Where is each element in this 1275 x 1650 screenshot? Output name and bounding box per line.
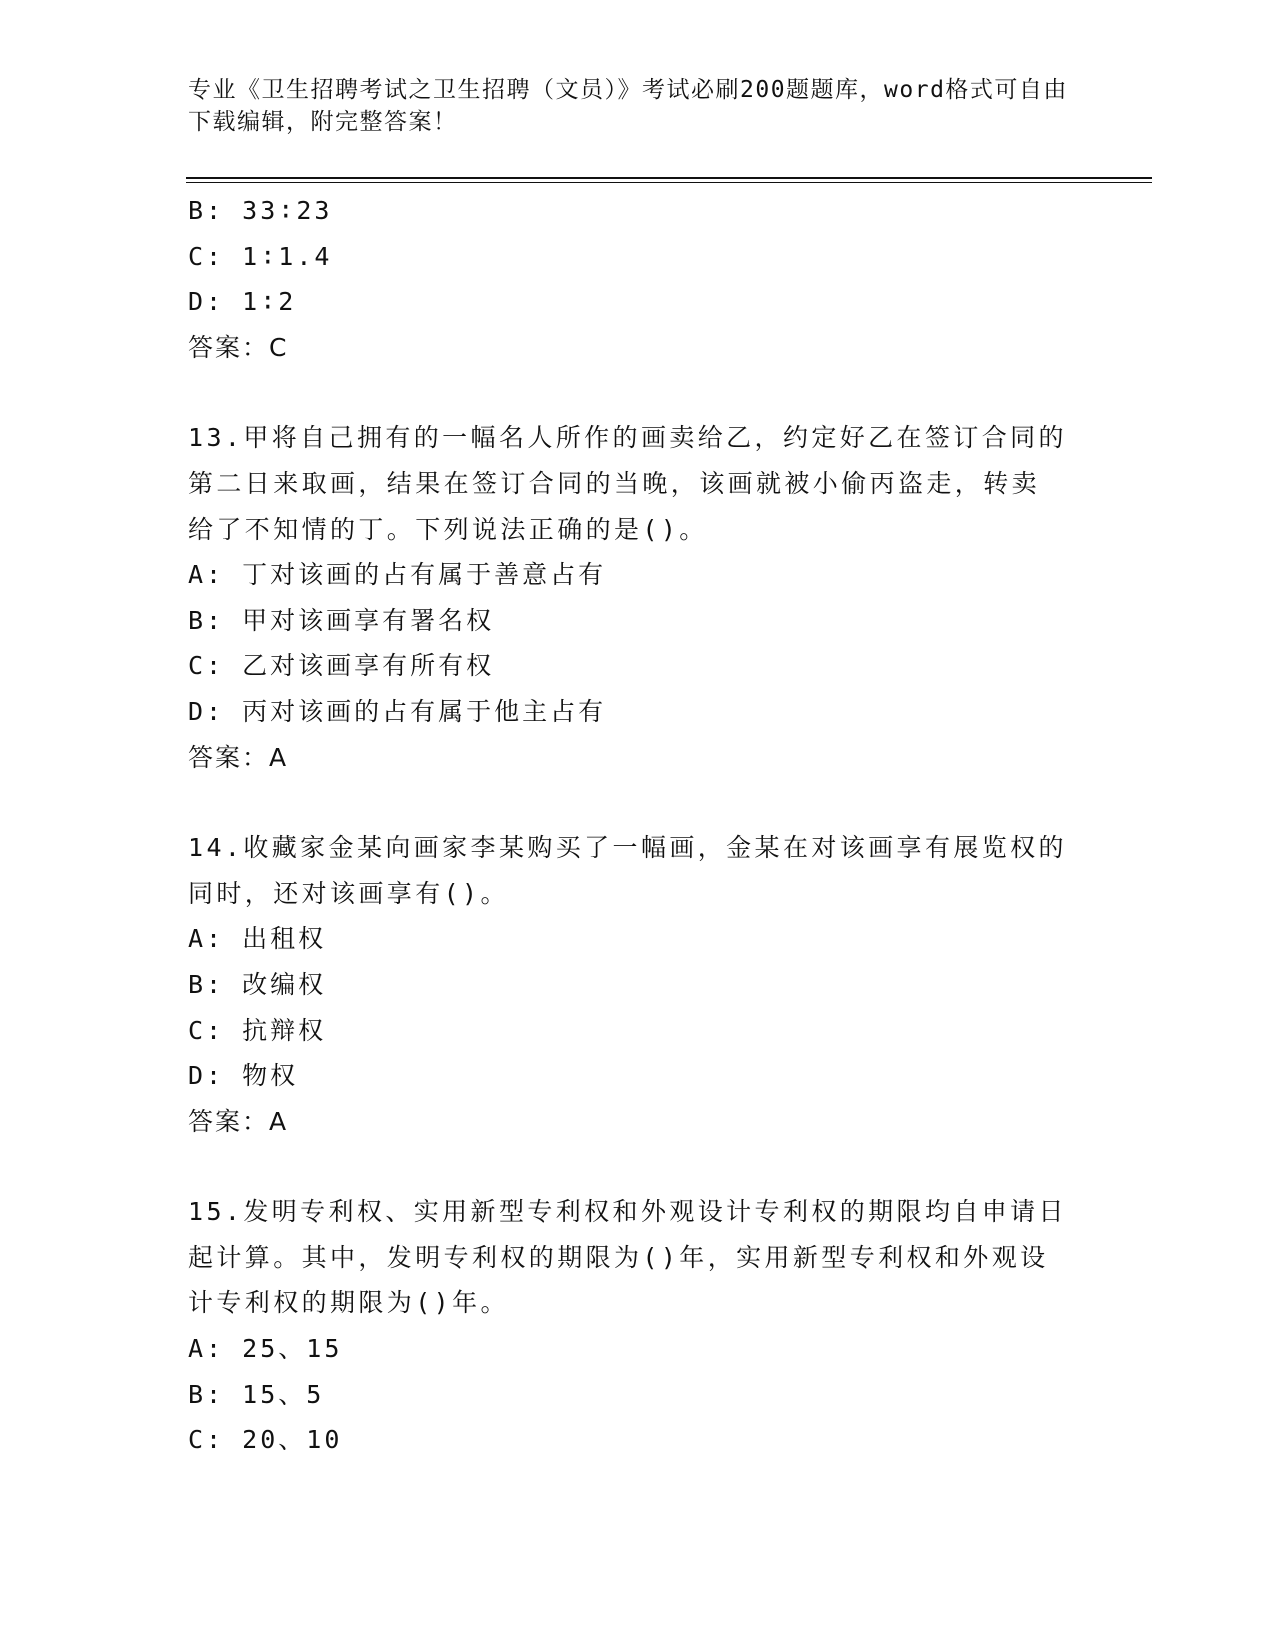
option-b: B: 15、5 [188, 1379, 325, 1409]
header-divider [186, 177, 1152, 179]
option-d: D: 1∶2 [188, 287, 297, 317]
question-12-tail [188, 188, 1088, 370]
option-c: C: 抗辩权 [188, 1015, 327, 1045]
option-d: D: 丙对该画的占有属于他主占有 [188, 696, 607, 726]
option-c: C: 乙对该画享有所有权 [188, 651, 495, 681]
question-stem: 14.收藏家金某向画家李某购买了一幅画，金某在对该画享有展览权的同时，还对该画享有()。 [188, 833, 1067, 908]
option-a: A: 25、15 [188, 1334, 343, 1364]
question-stem: 15.发明专利权、实用新型专利权和外观设计专利权的期限均自申请日起计算。其中，发明专利权的期限为()年，实用新型专利权和外观设计专利权的期限为()年。 [188, 1197, 1067, 1318]
option-a: A: 出租权 [188, 924, 327, 954]
question-stem: 13.甲将自己拥有的一幅名人所作的画卖给乙，约定好乙在签订合同的第二日来取画，结果在签订合同的当晚，该画就被小偷丙盗走，转卖给了不知情的丁。下列说法正确的是()。 [188, 423, 1067, 544]
option-b: B: 改编权 [188, 969, 327, 999]
answer: 答案：A [188, 1106, 289, 1136]
question-15 [188, 1189, 1088, 1463]
option-c: C: 1∶1.4 [188, 241, 333, 271]
answer: 答案：C [188, 332, 289, 362]
answer: 答案：A [188, 742, 289, 772]
option-b: B: 甲对该画享有署名权 [188, 605, 495, 635]
document-body [188, 188, 1088, 1463]
option-d: D: 物权 [188, 1061, 299, 1091]
option-a: A: 丁对该画的占有属于善意占有 [188, 560, 607, 590]
question-14 [188, 825, 1088, 1144]
question-13 [188, 415, 1088, 780]
option-c: C: 20、10 [188, 1425, 343, 1455]
page-header: 专业《卫生招聘考试之卫生招聘（文员）》考试必刷200题题库，word格式可自由下载编辑，附完整答案！ [188, 77, 1068, 135]
option-b: B: 33∶23 [188, 196, 333, 225]
